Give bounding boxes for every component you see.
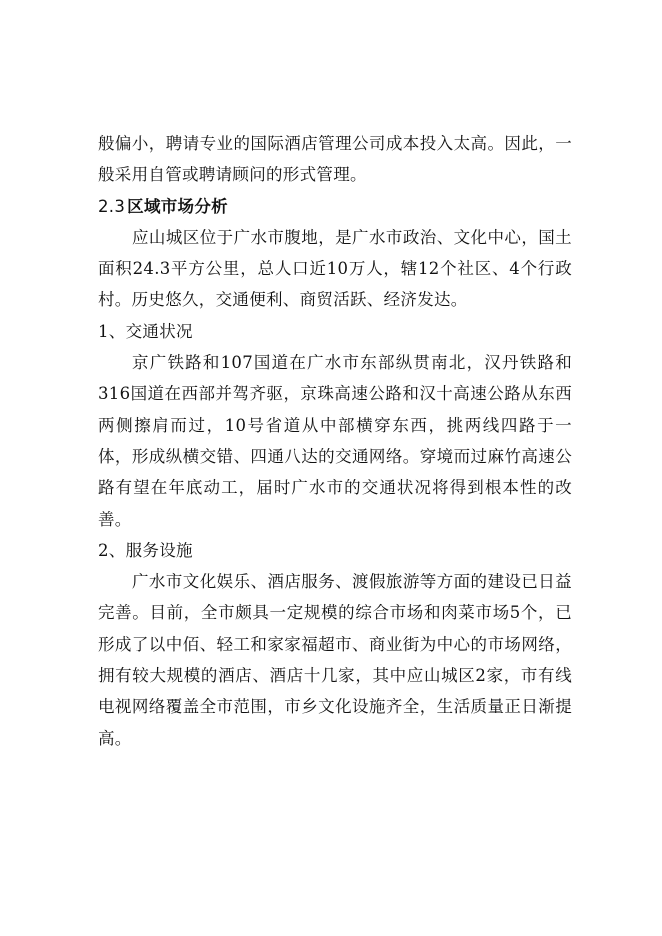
subsection-heading-traffic: 1、交通状况 xyxy=(98,321,193,341)
section-heading xyxy=(98,191,572,222)
subsection-heading-services: 2、服务设施 xyxy=(98,540,193,560)
section-number: 2.3 xyxy=(98,196,126,216)
section-title: 区域市场分析 xyxy=(127,196,228,216)
document-body xyxy=(98,128,572,754)
subsection-paragraph-services: 广水市文化娱乐、酒店服务、渡假旅游等方面的建设已日益完善。目前，全市颇具一定规模的综合市场和肉菜市场5个，已形成了以中佰、轻工和家家福超市、商业街为中心的市场网络，拥有较大规模的酒店、酒店十几家，其中应山城区2家，市有线电视网络覆盖全市范围，市乡文化设施齐全，生活质量正日渐提高。 xyxy=(98,572,572,748)
intro-paragraph: 般偏小，聘请专业的国际酒店管理公司成本投入太高。因此，一般采用自管或聘请顾问的形式管理。 xyxy=(98,134,572,185)
section-paragraph: 应山城区位于广水市腹地，是广水市政治、文化中心，国土面积24.3平方公里，总人口近10万人，辖12个社区、4个行政村。历史悠久，交通便利、商贸活跃、经济发达。 xyxy=(98,227,572,310)
subsection-paragraph-traffic: 京广铁路和107国道在广水市东部纵贯南北，汉丹铁路和316国道在西部并驾齐驱，京珠高速公路和汉十高速公路从东西两侧擦肩而过，10号省道从中部横穿东西，挑两线四路于一体，形成纵横交错、四通八达的交通网络。穿境而过麻竹高速公路有望在年底动工，届时广水市的交通状况将得到根本性的改善。 xyxy=(98,353,572,529)
